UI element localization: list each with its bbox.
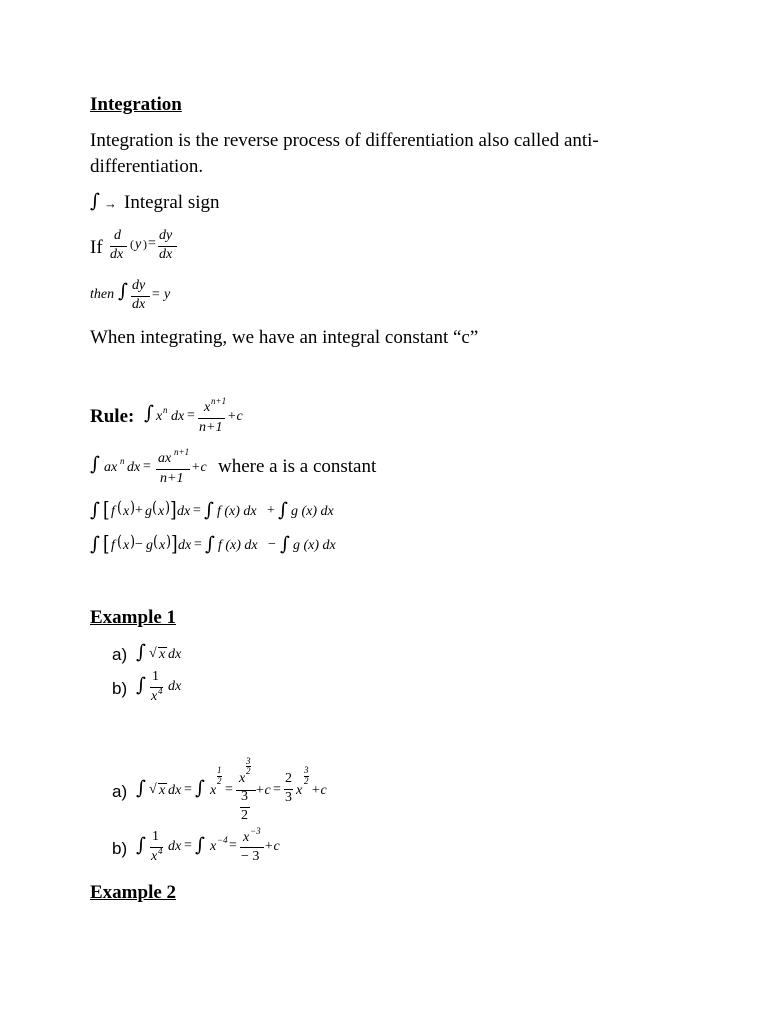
derivative-equation	[90, 228, 210, 268]
numerator-two: 2	[285, 771, 292, 786]
minus-sign: −	[135, 537, 143, 552]
x-var: x	[123, 538, 130, 553]
item-label-b: b)	[112, 679, 128, 698]
plus-c: +c	[264, 839, 280, 854]
exponent-three: 3	[304, 765, 309, 775]
solution-b	[112, 826, 352, 870]
n-exponent: n	[163, 405, 168, 415]
g-of-x-dx: g (x) dx	[293, 538, 336, 553]
y-var: y	[135, 237, 142, 252]
equals-sign: =	[184, 782, 192, 797]
integral-symbol: ∫	[195, 834, 205, 856]
integral-symbol: ∫	[136, 674, 146, 696]
g-func: g	[146, 538, 153, 553]
denominator-neg-three: − 3	[241, 849, 260, 864]
item-label-a: a)	[112, 782, 128, 801]
integral-symbol: ∫	[136, 834, 146, 856]
exponent-two: 2	[246, 766, 251, 776]
x-var: x	[296, 783, 303, 798]
item-label-a: a)	[112, 645, 128, 664]
plus-c: +c	[255, 783, 271, 798]
dx-denominator: dx	[110, 247, 124, 262]
g-of-x-dx: g (x) dx	[291, 504, 334, 519]
integral-symbol: ∫	[136, 641, 146, 663]
x-var: x	[151, 849, 158, 864]
exponent-one: 1	[217, 765, 222, 775]
ax-base: ax	[104, 460, 118, 475]
x-var: x	[243, 830, 250, 845]
dy-numerator: dy	[159, 228, 173, 243]
solution-a	[112, 756, 352, 826]
x-var: x	[151, 689, 158, 704]
sqrt-icon: √	[149, 782, 157, 797]
item-label-b: b)	[112, 839, 128, 858]
rule-label: Rule:	[90, 406, 135, 427]
equals-sign: =	[229, 838, 237, 853]
integral-symbol: ∫	[280, 533, 290, 555]
equals-sign: =	[184, 838, 192, 853]
exponent-neg-four: −4	[217, 835, 228, 845]
intro-line-1: Integration is the reverse process of differentiation also called anti-	[90, 130, 599, 151]
then-equation	[90, 276, 210, 316]
f-func: f	[111, 504, 115, 519]
example-1-question-a	[112, 641, 232, 669]
numerator-one: 1	[152, 669, 159, 684]
g-func: g	[145, 504, 152, 519]
x-var: x	[210, 783, 217, 798]
equals-y: = y	[151, 287, 171, 302]
paren-close: )	[143, 237, 147, 251]
denominator-two: 2	[241, 808, 248, 823]
dx-term: dx	[168, 783, 182, 798]
constant-line: When integrating, we have an integral constant “c”	[90, 327, 479, 348]
denominator-three: 3	[241, 789, 248, 804]
exponent-four: 4	[158, 686, 163, 696]
constant-multiple-rule	[90, 447, 410, 491]
denominator: n+1	[199, 420, 223, 435]
integral-symbol: ∫	[118, 280, 128, 302]
integral-symbol: ∫	[144, 402, 154, 424]
where-text: where a is a constant	[218, 456, 377, 477]
integral-symbol: ∫	[195, 777, 205, 799]
dx-term: dx	[171, 409, 185, 424]
arrow-icon: →	[104, 196, 117, 211]
dx-term: dx	[127, 460, 141, 475]
numerator-one: 1	[152, 829, 159, 844]
f-func: f	[111, 538, 115, 553]
x-var: x	[123, 504, 130, 519]
integral-symbol: ∫	[136, 777, 146, 799]
plus-c: +c	[191, 460, 207, 475]
numerator-exponent: n+1	[211, 396, 227, 406]
dx-term: dx	[168, 647, 182, 662]
dx-term: dx	[168, 679, 182, 694]
equals-sign: =	[194, 537, 202, 552]
denominator: n+1	[160, 471, 184, 486]
f-of-x-dx: f (x) dx	[218, 538, 258, 553]
dx-term: dx	[168, 839, 182, 854]
then-word: then	[90, 287, 115, 302]
if-word: If	[90, 237, 103, 258]
plus-c: +c	[311, 783, 327, 798]
integral-symbol: ∫	[90, 453, 100, 475]
sqrt-icon: √	[149, 646, 157, 661]
power-rule	[90, 396, 290, 440]
dx-term: dx	[177, 504, 191, 519]
example-1-heading: Example 1	[90, 607, 177, 628]
dy-numerator: dy	[132, 278, 146, 293]
integral-symbol: ∫	[204, 499, 214, 521]
equals-sign: =	[143, 459, 151, 474]
x-var: x	[239, 771, 246, 786]
integral-symbol: ∫	[278, 499, 288, 521]
numerator-x: x	[204, 400, 211, 415]
paren-open: (	[130, 237, 134, 251]
plus-sign: +	[135, 503, 143, 518]
integral-sign-text: Integral sign	[124, 192, 220, 213]
exponent-four: 4	[158, 846, 163, 856]
example-1-question-b	[112, 668, 232, 712]
numerator-exponent: n+1	[174, 447, 190, 457]
exponent-two: 2	[304, 776, 309, 786]
n-exponent: n	[120, 456, 125, 466]
dx-denominator: dx	[132, 297, 146, 312]
fraction-bar	[240, 847, 264, 848]
x-var: x	[159, 647, 166, 662]
integral-symbol: ∫	[90, 533, 100, 555]
integral-symbol: ∫	[205, 533, 215, 555]
equals-sign: =	[193, 503, 201, 518]
intro-line-2: differentiation.	[90, 156, 204, 177]
sum-rule: ∫ [ f ( x ) + g ( x ) ] dx = ∫ f (x) dx + ∫ g (x) dx	[90, 499, 334, 523]
integral-symbol: ∫	[90, 190, 100, 212]
x-var: x	[210, 839, 217, 854]
equals-sign: =	[225, 782, 233, 797]
denominator-three: 3	[285, 790, 292, 805]
fraction-bar	[198, 418, 225, 419]
dx-denominator: dx	[159, 247, 173, 262]
x-var: x	[159, 783, 166, 798]
page-title: Integration	[90, 94, 182, 115]
equals-sign: =	[273, 782, 281, 797]
exponent-three: 3	[246, 756, 251, 766]
x-var: x	[159, 538, 166, 553]
minus-sign: −	[268, 537, 276, 552]
x-base: x	[156, 409, 163, 424]
equals-sign: =	[187, 408, 195, 423]
exponent-neg-three: −3	[250, 826, 261, 836]
exponent-two: 2	[217, 776, 222, 786]
integral-symbol: ∫	[90, 499, 100, 521]
numerator-ax: ax	[158, 451, 172, 466]
fraction-bar	[156, 469, 190, 470]
d-numerator: d	[114, 228, 121, 243]
f-of-x-dx: f (x) dx	[217, 504, 257, 519]
plus-c: +c	[227, 409, 243, 424]
x-var: x	[158, 504, 165, 519]
difference-rule: ∫ [ f ( x ) − g ( x ) ] dx = ∫ f (x) dx − ∫ g (x) dx	[90, 533, 336, 557]
example-2-heading: Example 2	[90, 882, 177, 903]
plus-sign: +	[267, 503, 275, 518]
dx-term: dx	[178, 538, 192, 553]
equals-sign: =	[148, 236, 156, 251]
